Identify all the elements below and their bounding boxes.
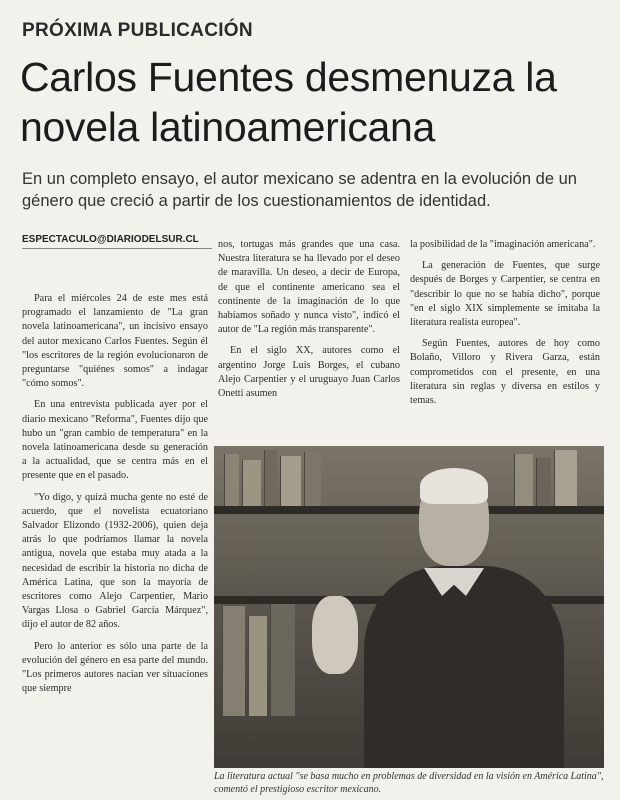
book-spine (224, 454, 239, 506)
book-spine (536, 458, 551, 506)
article-byline: ESPECTACULO@DIARIODELSUR.CL (22, 234, 212, 249)
book-spine (264, 450, 277, 506)
book-spine (270, 604, 295, 716)
author-photo (214, 446, 604, 768)
body-paragraph: La generación de Fuentes, que surge después de Borges y Carpentier, se centra en "describir lo que no se había dicho", porque "en el siglo XIX simplemente se imitaba la literatura realista europea". (410, 260, 600, 329)
person-hair (420, 468, 488, 504)
bookshelf-plank (214, 506, 604, 514)
body-paragraph: "Yo digo, y quizá mucha gente no esté de acuerdo, que el novelista ecuatoriano Salvador Elizondo (1932-2006), quien deja atrás lo que podríamos llamar la novela antigua, novela que estaba muy atada a la necesidad de escribir la historia no dicha de América Latina, que son la mayoría de escritores como Alejo Carpentier, Mario Vargas Llosa o Gabriel García Márquez", dijo el autor de 82 años. (22, 491, 208, 631)
book-spine (554, 450, 577, 506)
article-deck: En un completo ensayo, el autor mexicano se adentra en la evolución de un género que creció a partir de los cuestionamientos de identidad. (22, 170, 577, 210)
body-column-2 (218, 238, 400, 438)
body-column-3 (410, 238, 600, 438)
body-paragraph: Pero lo anterior es sólo una parte de la evolución del género en esa parte del mundo. "Los primeros autores nacían ver situaciones que siempre (22, 640, 208, 695)
body-paragraph: En una entrevista publicada ayer por el diario mexicano "Reforma", Fuentes dijo que hubo un "gran cambio de temperatura" en la novela latinoamericana desde su generación a la actualidad, que se centra más en el presente que en el pasado. (22, 399, 208, 482)
book-spine (248, 616, 267, 716)
person-figure (364, 566, 564, 768)
article-kicker: PRÓXIMA PUBLICACIÓN (22, 20, 253, 41)
body-paragraph: Según Fuentes, autores de hoy como Bolaño, Villoro y Rivera Garza, están comprometidos con el presente, en una literatura sin reglas y diversa en estilos y temas. (410, 338, 600, 407)
book-spine (280, 456, 301, 506)
book-spine (514, 454, 533, 506)
photo-caption: La literatura actual "se basa mucho en problemas de diversidad en la visión en América Latina", comentó el prestigioso escritor mexicano. (214, 771, 604, 795)
body-paragraph: la posibilidad de la "imaginación americana". (410, 239, 596, 250)
body-paragraph: Para el miércoles 24 de este mes está programado el lanzamiento de "La gran novela latinoamericana", un incisivo ensayo del autor mexicano Carlos Fuentes. Según él "los escritores de la región evolucionaron de preguntarse "quiénes somos" a indagar "cómo somos". (22, 293, 208, 390)
book-spine (242, 460, 261, 506)
body-paragraph: En el siglo XX, autores como el argentino Jorge Luis Borges, el cubano Alejo Carpentier y el uruguayo Juan Carlos Onetti asumen (218, 345, 400, 400)
body-column-1 (22, 292, 208, 792)
book-spine (222, 606, 245, 716)
body-paragraph: nos, tortugas más grandes que una casa. Nuestra literatura se ha llevado por el deseo de maravilla. Un deseo, a decir de Europa, de que el continente americano sea el continente de la imaginación de lo que habíamos soñado y nunca visto", indicó el autor de "La región más transparente". (218, 239, 400, 336)
article-headline: Carlos Fuentes desmenuza la novela latinoamericana (20, 54, 557, 150)
person-hand (312, 596, 358, 674)
book-spine (304, 452, 321, 506)
